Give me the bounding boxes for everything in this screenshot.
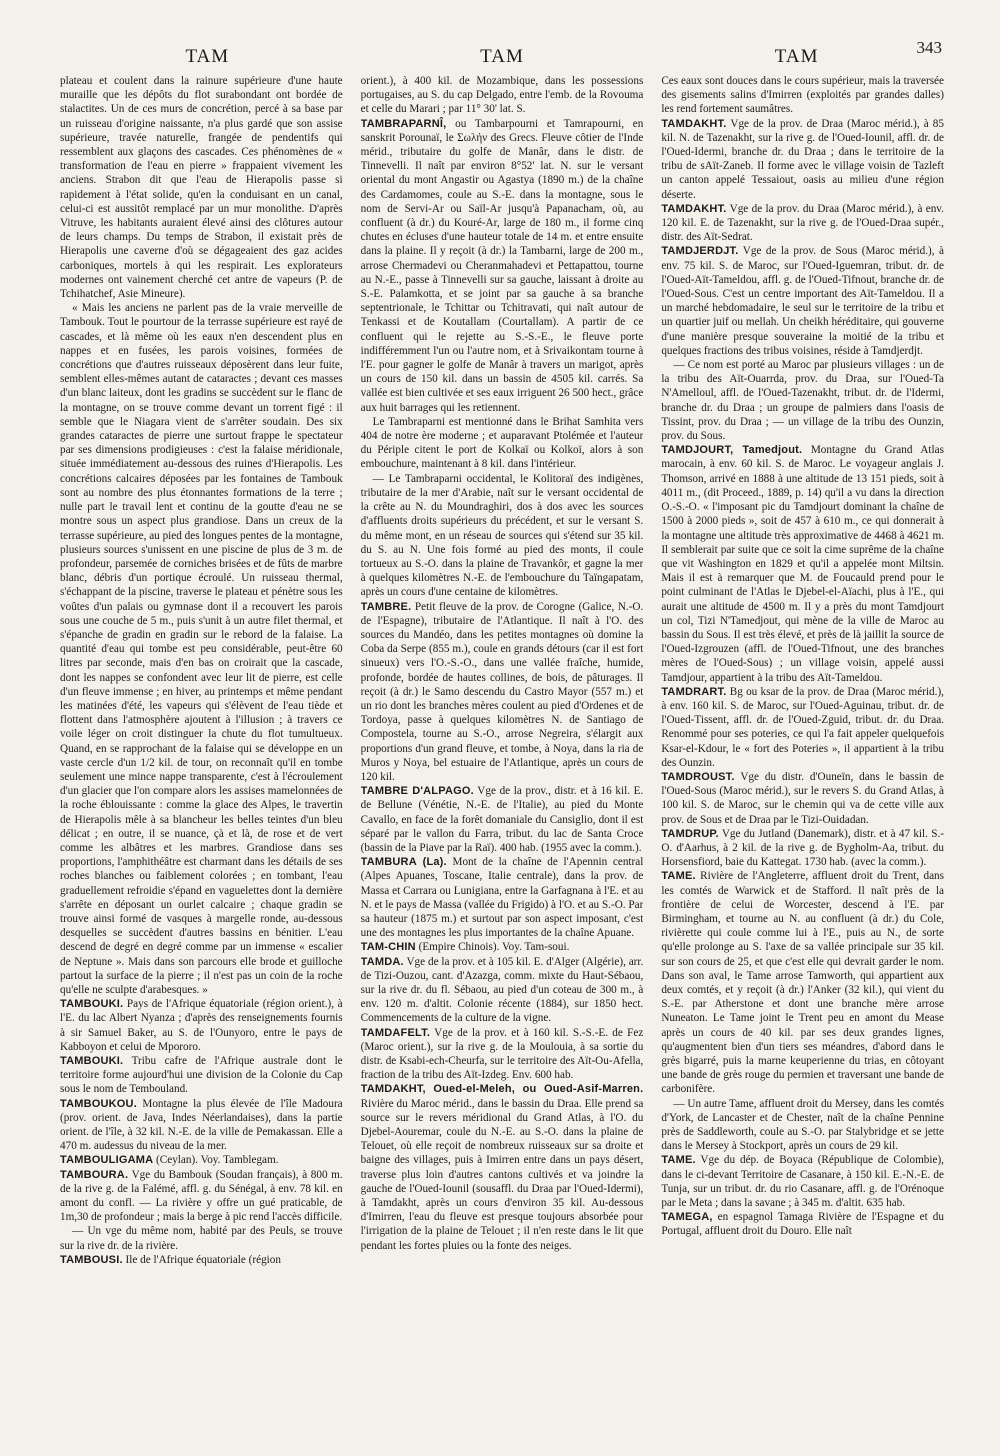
- dictionary-entry: [60, 1168, 343, 1225]
- entry-headword: TAME.: [661, 870, 696, 883]
- dictionary-entry: [661, 685, 944, 770]
- entry-text: Mont de la chaîne de l'Apennin central (Alpes Apuanes, Toscane, Italie centrale), dans la prov. de Massa et Carrara ou Lunigiana, entre la Garfagnana à l'E. et au N. et le pays de Massa (vallée du Frigido) à l'O. et au S.-O. Par sa hauteur (1875 m.) et surtout par son aspect imposant, c'est une des montagnes les plus importantes de la chaîne Apuane.: [360, 856, 644, 940]
- entry-headword: TAMDRART.: [661, 685, 727, 698]
- dictionary-entry: [60, 997, 343, 1054]
- entry-text: Vge du Bambouk (Soudan français), à 800 m. de la rive g. de la Falémé, affl. g. du Sénégal, à env. 78 kil. en amont du confl. — La rivière y offre un gué praticable, de 1m,30 de profondeur ; mais la berge à pic rend l'accès difficile.: [60, 1168, 343, 1224]
- entry-text: Vge de la prov., distr. et à 16 kil. E. de Bellune (Vénétie, N.-E. de l'Italie), au pied du Monte Cavallo, en face de la forêt domaniale du Cansiglio, dont il est séparé par le vallon du Farra, tribut. du lac de Santa Croce (bassin de la Piave par la Raï). 400 hab. (1955 avec la comm.).: [360, 785, 644, 854]
- body-paragraph: « Mais les anciens ne parlent pas de la vraie merveille de Tambouk. Tout le pourtour de la terrasse supérieure est rayé de cascades, et là même où les eaux n'en descendent plus en nappes et en fusées, les parois voisines, formées de concrétions que d'autres ruisseaux déposèrent dans leur fuite, semblent elles-mêmes autant de cataractes ; devant ces masses d'un blanc laiteux, dont les gradins se succèdent sur le flanc de la montagne, on se trouve comme devant un torrent figé : il semble que le Niagara vient de s'arrêter soudain. Des six grandes cataractes de pierre une surtout frappe le spectateur par ses dimensions prodigieuses : c'est la falaise méridionale, située immédiatement au-dessous des ruines d'Hierapolis. Les concrétions calcaires déposées par les fontaines de Tambouk sont au nombre des plus étonnantes formations de la terre ; nulle part le travail lent et continu de la goutte d'eau ne se montre sous un aspect plus grandiose. Dans un creux de la terrasse supérieure, au pied des longues pentes de la montagne, plusieurs sources s'unissent en une piscine de plus de 3 m. de profondeur, parsemée de corniches brisées et de fûts de marbre blanc, débris d'un portique écroulé. Un ruisseau thermal, s'échappant de la piscine, traverse le plateau et pénètre sous les voûtes d'un palais ou gymnase dont il a recouvert les parois sous une couche de 5 m., puis s'unit à un autre filet thermal, et s'épanche de gradin en gradin sur le rebord de la falaise. La quantité d'eau qui tombe est peu considérable, peut-être 60 litres par seconde, mais d'en bas on croirait que la cascade, dont les nappes se confondent avec leur lit de pierre, est celle d'un fleuve immense ; en hiver, au printemps et même pendant les matinées d'été, les vapeurs qui s'élèvent de l'eau tiède et flottent dans l'atmosphère ajoutent à l'illusion ; à travers ce voile léger on croit distinguer la chute du flot tumultueux. Quand, en se rapprochant de la falaise qui se développe en un vaste cercle d'un 1/2 kil. de tour, on reconnaît qu'il en tombe seulement une mince nappe transparente, c'est à l'écroulement d'un glacier que l'on compare alors les assises mamelonnées de la roche éblouissante : comme la glace des Alpes, le travertin de Hierapolis mêle à sa blancheur les belles teintes d'un bleu délicat ; en outre, il se nuance, çà et là, de rose et de vert comme les albâtres et les marbres. Grandiose dans ses proportions, l'amphithéâtre est charmant dans les détails de ses roches blanches ou faiblement colorées ; en tombant, l'eau graduellement refroidie s'épand en vaguelettes dont la dernière s'arrête en déposant un ourlet calcaire ; chaque gradin se trouve ainsi formé de vasques à margelle ronde, au-dessous desquelles se succèdent d'autres bassins en bénitier. L'eau descend de degré en degré comme par un immense « escalier de Neptune ». Mais dans son parcours elle brode et guilloche partout la surface de la pierre ; il n'est pas un coin de la roche qu'elle ne sculpte d'arabesques. »: [60, 302, 343, 996]
- text-column-middle: [361, 74, 644, 1434]
- entry-text: Rivière du Maroc mérid., dans le bassin du Draa. Elle prend sa source sur le revers méridional du Grand Atlas, à l'O. du Djebel-Aouremar, coule du N.-E. au S.-O. dans la plaine de Telouet, où elle reçoit de nombreux ruisseaux sur sa droite et baigne des villages, puis à Imirren entre dans un pays désert, traverse plus loin d'autres cantons cultivés et va joindre la gauche de l'Oued-Iounil (sousaffl. du Draa par l'Oued-Idermi), à Tamdakht, après un cours d'environ 35 kil. Au-dessous d'Imirren, l'eau du fleuve est presque toujours absorbée pour l'irrigation de la plaine de Telouet ; il n'en reste dans le lit que pendant les fortes pluies ou la fonte des neiges.: [360, 1097, 644, 1252]
- entry-text: Vge du distr. d'Ouneïn, dans le bassin de l'Oued-Sous (Maroc mérid.), sur le revers S. du Grand Atlas, à 100 kil. S. de Maroc, sur le chemin qui va de cette ville aux prov. de Sous et de Draa par le Tizi-Ouidadan.: [661, 770, 944, 826]
- entry-text: Vge de la prov. de Sous (Maroc mérid.), à env. 75 kil. S. de Maroc, sur l'Oued-Iguemran, tribut. dr. de l'Oued-Aït-Tameldou, affl. g. de l'Oued-Tifnout, branche dr. de l'Oued-Sous. C'est un centre important des Aït-Tameldou. Il a un marché hebdomadaire, le seul sur le territoire de la tribu et un quartier juif ou mellah. Un cheikh héréditaire, qui gouverne d'une manière presque souveraine la moitié de la tribu et quelques fractions des tribus voisines, réside à Tamdjerdjt.: [661, 245, 944, 357]
- body-paragraph: — Ce nom est porté au Maroc par plusieurs villages : un de la tribu des Aït-Ouarrda, prov. du Draa, sur l'Oued-Ta N'Amelloul, affl. de l'Oued-Tazenakht, tribut. dr. de l'Idermi, branche dr. du Draa ; un groupe de palmiers dans l'oasis de Tissint, prov. du Draa ; — un village de la tribu des Ounzin, prov. du Sous.: [661, 359, 944, 443]
- running-head-left: TAM: [185, 46, 230, 67]
- entry-text: Rivière de l'Angleterre, affluent droit du Trent, dans les comtés de Warwick et de Stafford. Il naît près de la frontière de celui de Worcester, descend à l'E. par Birmingham, et tourne au N. au confluent (à dr.) du Cole, rivièrette qui coule comme lui à l'E., puis au N., de sorte qu'elle prolonge au S. l'axe de sa vallée principale sur 35 kil. sur son cours de 25, et que c'est elle qui devrait garder le nom. Dans son aval, le Tame arrose Tamworth, qui appartient aux deux comtés, et y reçoit (à dr.) l'Anker (32 kil.), qui vient du S.-E. par Atherstone et dont une branche mère arrose Nuneaton. Le Tame joint le Trent peu en amont du Mease après un cours de 40 kil. par ses deux grandes lignes, qu'augmentent bien d'un tiers ses méandres, d'abord dans le grès bigarré, puis la marne keuperienne du trias, en côtoyant une bande de grès rouge du permien et traversant une bande de carbonifère.: [661, 870, 944, 1096]
- entry-text: en espagnol Tamaga Rivière de l'Espagne et du Portugal, affluent droit du Douro. Elle naît: [661, 1211, 944, 1238]
- dictionary-entry: [661, 443, 944, 684]
- dictionary-entry: [361, 1026, 644, 1083]
- entry-headword: TAMDAKHT.: [661, 202, 727, 215]
- dictionary-entry: [661, 869, 944, 1096]
- text-columns: [60, 74, 944, 1434]
- entry-text: (Empire Chinois). Voy. Tam-soui.: [415, 941, 570, 954]
- entry-text: Bg ou ksar de la prov. de Draa (Maroc mérid.), à env. 160 kil. S. de Maroc, sur l'Oued-Aguinau, tribut. dr. de l'Oued-Tissent, affl. dr. de l'Oued-Zguid, tribut. dr. du Draa. Renommé pour ses poteries, ce qui l'a fait appeler quelquefois Ksar-el-Kdour, le « fort des Poteries », il appartient à la tribu des Ounzin.: [661, 685, 944, 769]
- running-head-center: TAM: [480, 46, 524, 67]
- dictionary-entry: [361, 784, 644, 855]
- entry-headword: TAMBRAPARNÎ,: [360, 117, 447, 130]
- body-paragraph: orient.), à 400 kil. de Mozambique, dans les possessions portugaises, au S. du cap Delgado, entre l'emb. de la Rovouma et celle du Marari ; par 11° 30' lat. S.: [360, 75, 644, 116]
- dictionary-entry: [661, 1210, 944, 1238]
- dictionary-entry: [661, 827, 944, 870]
- entry-text: Vge de la prov. et à 160 kil. S.-S.-E. de Fez (Maroc orient.), sur la rive g. de la Moulouia, à sa sortie du distr. de Ksabi-ech-Cheurfa, sur le territoire des Aït-Ou-Afella, fraction de la tribu des Aït-Izdeg. Env. 600 hab.: [360, 1026, 644, 1082]
- entry-headword: TAMDAFELT.: [360, 1026, 431, 1039]
- dictionary-entry: [60, 1054, 343, 1097]
- dictionary-entry: [361, 600, 644, 785]
- dictionary-entry: [661, 770, 944, 827]
- dictionary-entry: [60, 1153, 343, 1167]
- dictionary-entry: [661, 1153, 944, 1210]
- entry-headword: TAMDRUP.: [661, 827, 719, 840]
- body-paragraph: — Un vge du même nom, habité par des Peuls, se trouve sur la rive dr. de la rivière.: [60, 1225, 343, 1252]
- dictionary-entry: [60, 1097, 343, 1154]
- running-head: [60, 30, 944, 68]
- entry-headword: TAM-CHIN: [360, 941, 416, 954]
- entry-text: Vge de la prov. et à 105 kil. E. d'Alger (Algérie), arr. de Tizi-Ouzou, cant. d'Azazga, comm. mixte du Haut-Sébaou, sur la rive dr. du fl. Sébaou, au pied d'un coteau de 300 m., à env. 120 m. d'altit. Colonie récente (1884), sur 1850 hect. Commencements de la culture de la vigne.: [360, 955, 644, 1025]
- body-paragraph: — Le Tambraparni occidental, le Kolitoraï des indigènes, tributaire de la mer d'Arabie, naît sur le versant occidental de la crête au N. du Moundraghiri, dos à dos avec les sources d'affluents droits supérieurs du précédent, et sur le versant S. du même mont, en un réseau de sources qui s'étend sur 35 kil. du S. au N. Une fois formé au pied des monts, il coule tortueux au S.-O. dans la plaine de Travankôr, et gagne la mer à quelques kilomètres N.-E. de l'embouchure du Taïngapatam, après un cours d'une centaine de kilomètres.: [360, 472, 644, 599]
- entry-headword: TAMBOUKI.: [60, 1055, 124, 1068]
- entry-headword: TAMDA.: [360, 955, 404, 968]
- dictionary-entry: [661, 202, 944, 245]
- body-paragraph: — Un autre Tame, affluent droit du Mersey, dans les comtés d'York, de Lancaster et de Chester, naît de la chaîne Pennine près de Saddleworth, coule au S.-O. par Stalybridge et se jette dans le Mersey à Stockport, après un cours de 29 kil.: [661, 1097, 944, 1153]
- dictionary-entry: [60, 1253, 343, 1267]
- entry-text: Vge du Jutland (Danemark), distr. et à 47 kil. S.-O. d'Aarhus, à 2 kil. de la rive g. de Bygholm-Aa, tribut. du Horsensfiord, baie du Kattegat. 1730 hab. (avec la comm.).: [661, 827, 944, 869]
- dictionary-entry: [361, 117, 644, 415]
- entry-headword: TAMDJERDJT.: [661, 245, 739, 258]
- text-column-left: [60, 74, 343, 1434]
- entry-headword: TAMBOUKOU.: [60, 1097, 137, 1110]
- entry-headword: TAMDAKHT, Oued-el-Meleh, ou Oued-Asif-Marren.: [360, 1083, 644, 1096]
- running-head-right: TAM: [774, 46, 819, 67]
- dictionary-entry: [661, 244, 944, 358]
- entry-text: Vge de la prov. du Draa (Maroc mérid.), à env. 120 kil. E. de Tazenakht, sur la rive g. de l'Oued-Draa supér., distr. des Aït-Sedrat.: [661, 202, 944, 244]
- entry-text: Vge de la prov. de Draa (Maroc mérid.), à 85 kil. N. de Tazenakht, sur la rive g. de l'Oued-Iounil, affl. dr. de l'Oued-Idermi, branche dr. du Draa ; dans le territoire de la tribu de sAït-Zaneb. Il forme avec le village voisin de Tazleft un canton appelé Tessaiout, oasis au milieu d'une région déserte.: [661, 117, 944, 201]
- entry-headword: TAMDROUST.: [661, 770, 735, 783]
- entry-text: Montagne du Grand Atlas marocain, à env. 60 kil. S. de Maroc. Le voyageur anglais J. Thomson, arrivé en 1888 à une altitude de 13 151 pieds, soit à 4011 m., (dit Proceed., 1889, p. 14) qu'il a vu dans la direction O.-S.-O. « l'imposant pic du Tamdjourt dominant la chaîne de 1500 à 2000 pieds », soit de 457 à 610 m., ce qui donnerait à la montagne une altitude très approximative de 4468 à 4621 m. Il semblerait par suite que ce soit la cime suprême de la chaîne que vit Washington en 1829 et qu'il a appelée mont Miltsin. Mais il est à remarquer que M. de Foucauld prend pour le point culminant de l'Atlas le Djebel-el-Aïachi, plus à l'E., qui aurait une altitude de 4500 m. Il y a près du mont Tamdjourt un col, Tizi N'Tamedjout, qui mène de la ville de Maroc au bassin du Sous. Il est très élevé, et près de là jaillit la source de l'Oued-Izgrouzen (affl. de l'Oued-Tifnout, une des branches mères de l'Oued-Sous) ; un village voisin, appelé aussi Tamdjour, appartient à la tribu des Aït-Tameldou.: [661, 444, 944, 684]
- body-paragraph: Ces eaux sont douces dans le cours supérieur, mais la traversée des gisements salins d'Imirren (exploités par grandes dalles) les rend fortement saumâtres.: [661, 75, 944, 116]
- entry-text: Pays de l'Afrique équatoriale (région orient.), à l'E. du lac Albert Nyanza ; d'après des renseignements fournis à sir Samuel Baker, au S. de l'Ounyoro, entre le pays de Kabboyon et celui de Mpororo.: [60, 998, 343, 1053]
- entry-headword: TAMBOULIGAMA: [60, 1154, 154, 1167]
- entry-text: Vge du dép. de Boyaca (République de Colombie), dans le ci-devant Territoire de Casanare, à 150 kil. E.-N.-E. de Tunja, sur un tribut. dr. du rio Casanare, affl. g. de l'Orénoque par le Meta ; dans la savane ; à 345 m. d'altit. 635 hab.: [661, 1154, 944, 1210]
- dictionary-entry: [361, 955, 644, 1026]
- dictionary-entry: [661, 117, 944, 202]
- entry-headword: TAMDAKHT.: [661, 117, 727, 130]
- entry-headword: TAMBRE.: [360, 600, 412, 613]
- page-number: 343: [916, 38, 942, 57]
- entry-text: Petit fleuve de la prov. de Corogne (Galice, N.-O. de l'Espagne), tributaire de l'Atlantique. Il naît à l'O. des sources du Mandéo, dans les petites montagnes où domine la Coba da Serpe (855 m.), coule en grands détours (car il est fort sinueux) vers l'O.-S.-O., dans une vallée fraîche, humide, profonde, bordée de hautes collines, de bois, de pâturages. Il reçoit (à dr.) le Samo descendu du Castro Mayor (557 m.) et un rio dont les branches mères coulent au pied d'Ordenes et de Tordoya, passe à quelques kilomètres N. de Santiago de Compostela, tourne au S.-O., arrose Negreira, s'élargit aux proportions d'un grand fleuve, et tombe, à Noya, dans la ria de Muros y Noya, bel estuaire de l'Atlantique, après un cours de 120 kil.: [360, 600, 644, 783]
- entry-headword: TAMBOURA.: [60, 1168, 129, 1181]
- entry-text: Tribu cafre de l'Afrique australe dont le territoire forme aujourd'hui une division de la Colonie du Cap sous le nom de Tembouland.: [60, 1055, 343, 1096]
- entry-headword: TAMBRE D'ALPAGO.: [360, 785, 474, 798]
- dictionary-entry: [361, 855, 644, 940]
- entry-headword: TAMBOUKI.: [60, 998, 124, 1011]
- text-column-right: [661, 74, 944, 1434]
- entry-text: (Ceylan). Voy. Tamblegam.: [153, 1154, 279, 1167]
- body-paragraph: Le Tambraparni est mentionné dans le Brihat Samhita vers 404 de notre ère moderne ; et auparavant Ptolémée et l'auteur du Périple citent le port de Kolkaï ou Kolkoï, alors à son embouchure, maintenant à 8 kil. dans l'intérieur.: [360, 415, 644, 471]
- dictionary-entry: [361, 1082, 644, 1252]
- entry-headword: TAMBURA (La).: [360, 856, 447, 869]
- entry-text: Ile de l'Afrique équatoriale (région: [122, 1253, 281, 1266]
- body-paragraph: plateau et coulent dans la rainure supérieure d'une haute muraille que les dépôts du flot surabondant ont bordée de stalactites. Un de ces murs de concrétion, percé à sa base par un ruisseau d'origine naissante, n'a plus gardé que son assise supérieure, travée naturelle, frangée de pendentifs qui ressemblent aux glaçons des cascades. Ces phénomènes de « transformation de l'eau en pierre » frappaient vivement les anciens. Strabon dit que l'eau de Hierapolis passe si rapidement à l'état solide, qu'en la conduisant en un canal, celui-ci est aussitôt remplacé par un mur monolithe. D'après Vitruve, les habitants auraient élevé ainsi des clôtures autour de leurs champs. Du temps de Strabon, il existait près de Hierapolis une caverne d'où se dégageaient des gaz acides carboniques, mortels à qui les respirait. Les explorateurs modernes ont vainement cherché cet antre de vapeurs (P. de Tchihatchef, Asie Mineure).: [60, 75, 343, 301]
- entry-headword: TAMBOUSI.: [60, 1253, 123, 1266]
- entry-headword: TAMDJOURT, Tamedjout.: [661, 444, 803, 457]
- entry-text: Montagne la plus élevée de l'île Madoura (prov. orient. de Java, Indes Néerlandaises), dans la partie orient. de l'île, à 32 kil. N.-E. de la ville de Pemakassan. Elle a 470 m. audessus du niveau de la mer.: [60, 1097, 343, 1153]
- entry-headword: TAMEGA,: [661, 1211, 713, 1224]
- dictionary-entry: [361, 940, 644, 954]
- entry-text: ou Tambarpourni et Tamrapourni, en sanskrit Porounaï, le Σωλήν des Grecs. Fleuve côtier de l'Inde mérid., tributaire du golfe de Manâr, dans le distr. de Tinnevelli. Il naît par environ 8°52' lat. N. sur le versant oriental du mont Angastir ou Agastya (1890 m.) de la chaîne des Cardamomes, coule au S.-E. dans la montagne, sous le nom de Servi-Ar ou Saïl-Ar jusqu'à Papanacham, où, au confluent (à dr.) du Kouré-Ar, large de 180 m., il forme cinq chutes en écluses d'une hauteur totale de 14 m. et entre ensuite dans la plaine. Il y reçoit (à dr.) la Tambarni, large de 200 m., arrose Chermadevi ou Cheranmahadevi et Pettapattou, tourne au N.-E., passe à Tinnevelli sur sa gauche, laissant à droite au S.-E. Palamkotta, et se joint par sa gauche à sa branche septentrionale, le Tchittar ou Tchitravati, qui naît autour de Tenkassi et de Koutallam (Courtallam). A partir de ce confluent qui le rejette au S.-S.-E., le fleuve porte indifféremment l'un ou l'autre nom, et à Srivaikontam tourne à l'E. pour gagner le golfe de Manâr à travers un marigot, après un cours de 150 kil. dans un bassin de 4505 kil. carrés. Sa vallée est bien cultivée et ses eaux irriguent 26 500 hect., grâce aux huit barrages qui les retiennent.: [360, 117, 644, 414]
- entry-headword: TAME.: [661, 1154, 696, 1167]
